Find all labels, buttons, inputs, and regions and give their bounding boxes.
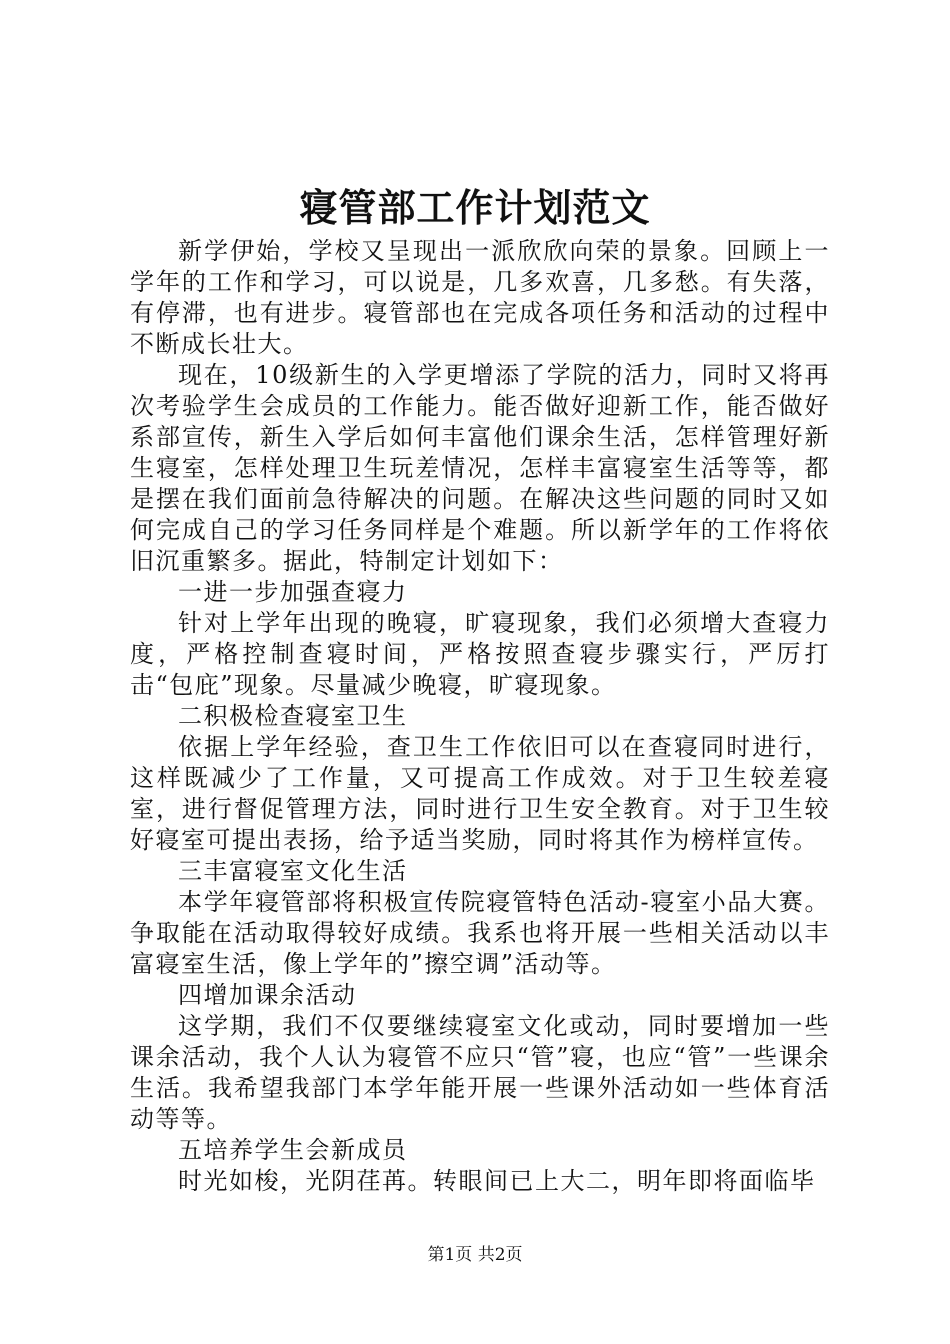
document-body	[130, 236, 830, 1197]
paragraph-section-3: 本学年寝管部将积极宣传院寝管特色活动-寝室小品大赛。争取能在活动取得较好成绩。我系也将开展一些相关活动以丰富寝室生活，像上学年的”擦空调”活动等。	[130, 888, 830, 978]
paragraph-section-2: 依据上学年经验，查卫生工作依旧可以在查寝同时进行，这样既减少了工作量，又可提高工作成效。对于卫生较差寝室，进行督促管理方法，同时进行卫生安全教育。对于卫生较好寝室可提出表扬，给予适当奖励，同时将其作为榜样宣传。	[130, 733, 830, 854]
paragraph-intro: 新学伊始，学校又呈现出一派欣欣向荣的景象。回顾上一学年的工作和学习，可以说是，几多欢喜，几多愁。有失落，有停滞，也有进步。寝管部也在完成各项任务和活动的过程中不断成长壮大。	[130, 237, 830, 358]
paragraph-section-4: 这学期，我们不仅要继续寝室文化或动，同时要增加一些课余活动，我个人认为寝管不应只“管”寝，也应“管”一些课余生活。我希望我部门本学年能开展一些课外活动如一些体育活动等等。	[130, 1012, 830, 1133]
page-footer: 第1页 共2页	[427, 1245, 523, 1265]
section-heading-2: 二积极检查寝室卫生	[178, 702, 408, 730]
section-heading-4: 四增加课余活动	[178, 981, 357, 1009]
document-title: 寝管部工作计划范文	[299, 185, 651, 230]
paragraph-section-5: 时光如梭，光阴荏苒。转眼间已上大二，明年即将面临毕	[178, 1167, 816, 1195]
section-heading-5: 五培养学生会新成员	[178, 1136, 408, 1164]
paragraph-section-1: 针对上学年出现的晚寝，旷寝现象，我们必须增大查寝力度，严格控制查寝时间，严格按照查寝步骤实行，严厉打击“包庇”现象。尽量减少晚寝，旷寝现象。	[130, 609, 830, 699]
paragraph-background: 现在，10级新生的入学更增添了学院的活力，同时又将再次考验学生会成员的工作能力。能否做好迎新工作，能否做好系部宣传，新生入学后如何丰富他们课余生活，怎样管理好新生寝室，怎样处理卫生玩差情况，怎样丰富寝室生活等等，都是摆在我们面前急待解决的问题。在解决这些问题的同时又如何完成自己的学习任务同样是个难题。所以新学年的工作将依旧沉重繁多。据此，特制定计划如下：	[130, 361, 830, 575]
section-heading-1: 一进一步加强查寝力	[178, 578, 408, 606]
section-heading-3: 三丰富寝室文化生活	[178, 857, 408, 885]
